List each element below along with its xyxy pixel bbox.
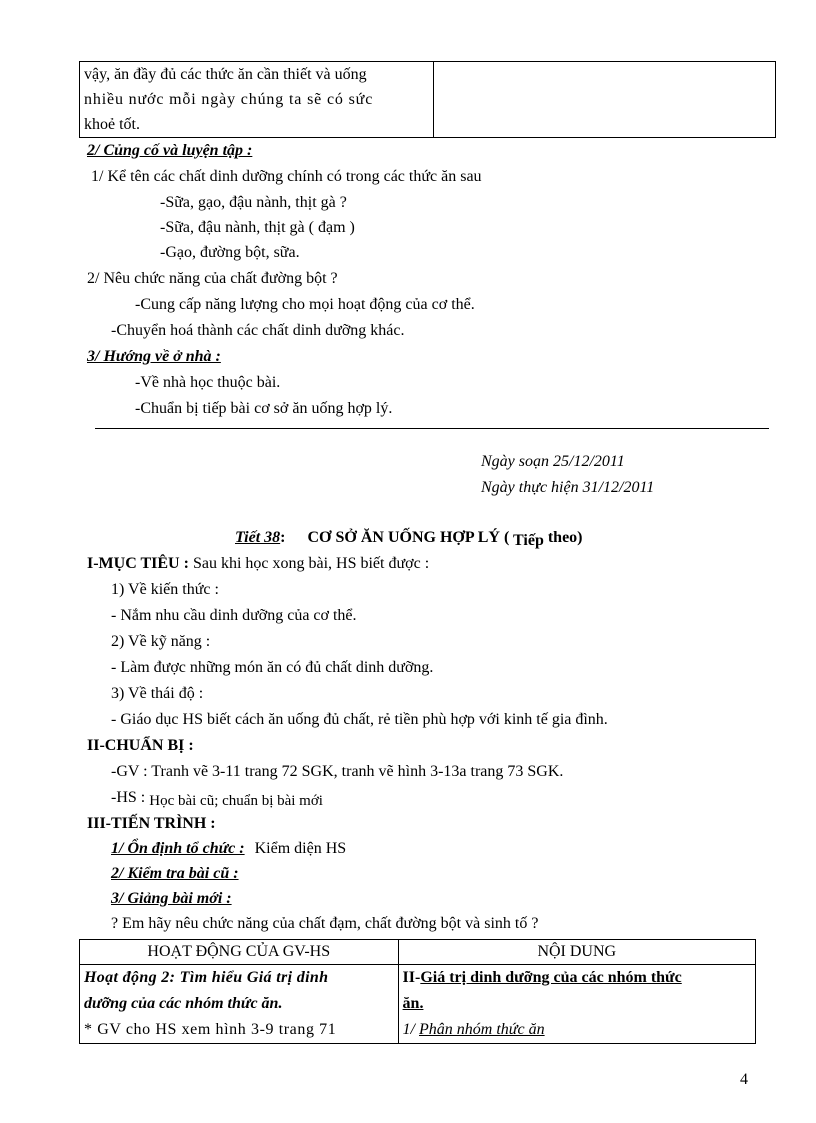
preparation-hs (111, 787, 323, 809)
homework-item-1: -Về nhà học thuộc bài. (135, 374, 281, 391)
consolidation-q2-item-1: -Cung cấp năng lượng cho mọi hoạt động của cơ thể. (135, 296, 475, 313)
homework-item-2: -Chuẩn bị tiếp bài cơ sở ăn uống hợp lý. (135, 400, 393, 417)
homework-heading: 3/ Hướng về ở nhà : (87, 348, 221, 365)
activity-right-sub (403, 1017, 751, 1043)
activity-header-left-text: HOẠT ĐỘNG CỦA GV-HS (147, 943, 331, 960)
preparation-hs-label: -HS : (111, 789, 146, 806)
lesson-title-text: CƠ SỞ ĂN UỐNG HỢP LÝ ( (307, 529, 510, 546)
lesson-theo: theo) (547, 529, 583, 546)
lesson-tiep: Tiếp (513, 532, 544, 549)
preparation-hs-text: Học bài cũ; chuẩn bị bài mới (149, 793, 323, 809)
consolidation-q2: 2/ Nêu chức năng của chất đường bột ? (87, 270, 338, 287)
lesson-title (235, 527, 583, 549)
objectives-line-3: 2) Về kỹ năng : (111, 633, 211, 650)
teach-date: Ngày thực hiện 31/12/2011 (481, 479, 655, 496)
top-table-line-1: vậy, ăn đầy đủ các thức ăn cần thiết và uống (84, 66, 367, 83)
lesson-label: Tiết 38 (235, 529, 281, 546)
consolidation-q1-item-2: -Sữa, đậu nành, thịt gà ( đạm ) (160, 219, 355, 236)
activity-left-line-1: Hoạt động 2: Tìm hiểu Giá trị dinh (84, 969, 329, 986)
consolidation-q2-item-2: -Chuyển hoá thành các chất dinh dưỡng khác. (111, 322, 405, 339)
activity-right-sub-text: Phân nhóm thức ăn (419, 1021, 545, 1038)
activity-header-right-text: NỘI DUNG (537, 943, 617, 960)
activity-header-left (80, 940, 399, 965)
activity-right-title (403, 965, 751, 991)
process-step-2: 2/ Kiểm tra bài cũ : (111, 865, 239, 882)
objectives-line-2: - Nắm nhu cầu dinh dưỡng của cơ thể. (111, 607, 357, 624)
preparation-heading: II-CHUẨN BỊ : (87, 737, 194, 754)
top-table-right-cell (433, 62, 775, 138)
activity-right-cell (398, 965, 755, 1044)
preparation-gv: -GV : Tranh vẽ 3-11 trang 72 SGK, tranh vẽ hình 3-13a trang 73 SGK. (111, 763, 564, 780)
prep-date: Ngày soạn 25/12/2011 (481, 453, 625, 470)
process-step-1-text: Kiểm diện HS (254, 840, 347, 857)
objectives-intro: Sau khi học xong bài, HS biết được : (192, 555, 430, 572)
top-table (79, 61, 776, 138)
lesson-colon: : (280, 529, 286, 546)
activity-table (79, 939, 756, 1044)
process-heading: III-TIẾN TRÌNH : (87, 815, 216, 832)
activity-right-title-a: Giá trị dinh dưỡng của các nhóm thức (420, 969, 682, 986)
section-divider (95, 428, 769, 429)
consolidation-q1-item-1: -Sữa, gạo, đậu nành, thịt gà ? (160, 194, 347, 211)
objectives-line (87, 553, 429, 575)
objectives-line-6: - Giáo dục HS biết cách ăn uống đủ chất, rẻ tiền phù hợp với kinh tế gia đình. (111, 711, 608, 728)
activity-right-prefix: II- (402, 969, 421, 986)
top-table-line-3: khoẻ tốt. (84, 116, 140, 133)
top-table-line-2: nhiều nước mỗi ngày chúng ta sẽ có sức (84, 91, 374, 108)
consolidation-heading: 2/ Củng cố và luyện tập : (87, 142, 253, 159)
consolidation-q1: 1/ Kể tên các chất dinh dưỡng chính có trong các thức ăn sau (91, 168, 482, 185)
objectives-line-1: 1) Về kiến thức : (111, 581, 219, 598)
activity-left-line-3: * GV cho HS xem hình 3-9 trang 71 (84, 1021, 337, 1038)
activity-right-sub-num: 1/ (402, 1021, 415, 1038)
activity-left-cell (80, 965, 399, 1044)
process-step-1-label: 1/ Ổn định tổ chức : (111, 840, 245, 857)
activity-left-line-2: dưỡng của các nhóm thức ăn. (84, 995, 283, 1012)
process-step-1 (111, 838, 346, 860)
top-table-left-cell (80, 62, 434, 138)
activity-right-title-b: ăn. (402, 995, 424, 1012)
consolidation-q1-item-3: -Gạo, đường bột, sữa. (160, 244, 300, 261)
objectives-line-5: 3) Về thái độ : (111, 685, 204, 702)
activity-header-right (398, 940, 755, 965)
objectives-line-4: - Làm được những món ăn có đủ chất dinh dưỡng. (111, 659, 434, 676)
page-number: 4 (740, 1071, 748, 1088)
process-step-3: 3/ Giảng bài mới : (111, 890, 232, 907)
objectives-heading: I-MỤC TIÊU : (87, 555, 189, 572)
process-question: ? Em hãy nêu chức năng của chất đạm, chất đường bột và sinh tố ? (111, 915, 539, 932)
